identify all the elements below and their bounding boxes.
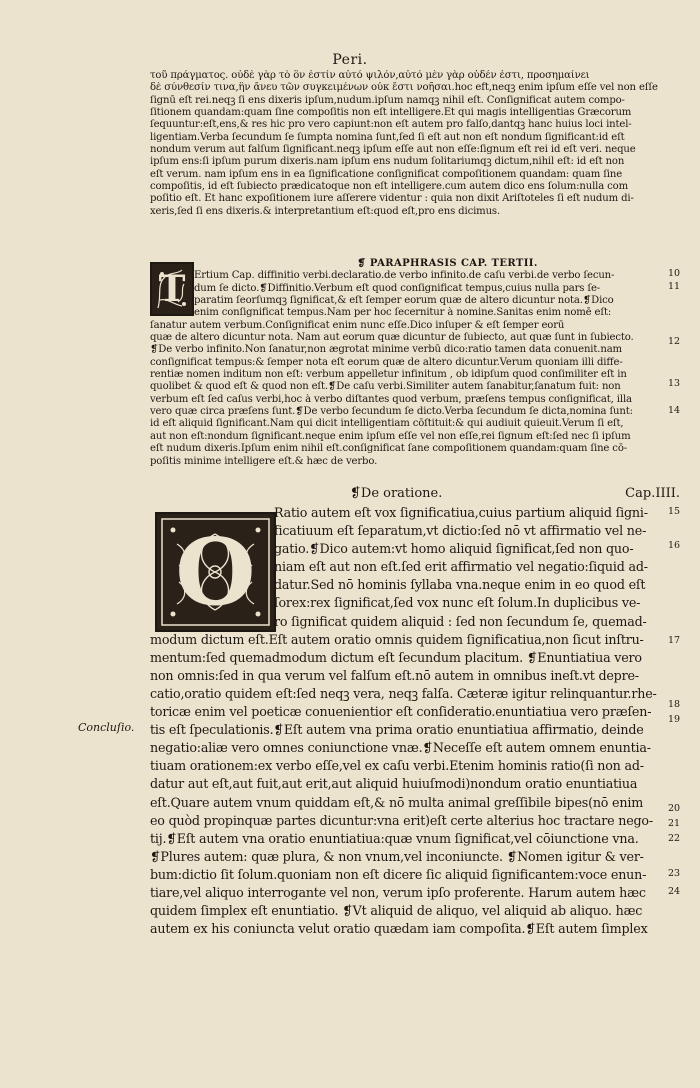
text-line: enim conſignificat tempus.Nam per hoc ſecernitur à nomine.Sanitas enim nomē eſt: — [194, 307, 612, 319]
margin-note: Concluſio. — [78, 721, 135, 734]
line-number: 14 — [668, 405, 681, 416]
line-number: 18 — [668, 699, 681, 710]
text-line: tij.❡Eſt autem vna oratio enuntiatiua:quæ vnum ſignificat,vel cōiunctione vna. — [150, 830, 639, 846]
text-line: tiare,vel aliquo interrogante vel non, verum ipſo proferente. Harum autem hæc — [150, 884, 646, 900]
text-line: Ratio autem eſt vox ſignificatiua,cuius partium aliquid ſigni- — [274, 505, 648, 520]
text-line: non omnis:ſed in qua verum vel falſum eſt.nō autem in omnibus ineſt.vt depre- — [150, 667, 639, 683]
text-line: ſanatur autem verbum.Conſignificat enim nunc eſſe.Dico inſuper & eſt ſemper eorū — [150, 319, 565, 331]
text-line: gatio.❡Dico autem:vt homo aliquid ſignificat,ſed non quo- — [274, 541, 634, 557]
text-line: id eſt aliquid ſignificant.Nam qui dicit intelligentiam cōſtituit:& qui audiuit quieuit.Verum ſi eſt, — [150, 418, 624, 430]
line-number: 22 — [668, 833, 681, 844]
text-line: modum dictum eſt.Eſt autem oratio omnis quidem ſignificatiua,non ſicut inſtru- — [150, 631, 644, 647]
text-line: ro ſignificat quidem aliquid : ſed non ſecundum ſe, quemad- — [274, 613, 647, 629]
text-line: quolibet & quod eſt & quod non eſt.❡De caſu verbi.Similiter autem ſanabitur,ſanatum fuit: non — [150, 381, 621, 393]
text-line: τοῦ πράγματος. οὐδὲ γὰρ τὸ ὂν ἐστίν αὐτό ψιλόν,αὐτό μὲν γὰρ οὐδέν ἐστι, προσημαίνει — [150, 70, 590, 81]
text-line: toricæ enim vel poeticæ conuenientior eſt conſideratio.enuntiatiua vero præſen- — [150, 704, 652, 720]
text-line: xeris,ſed ſi ens dixeris.& interpretantium eſt:quod eſt,pro ens dicimus. — [150, 205, 501, 217]
chapter-heading: ❡ PARAPHRASIS CAP. TERTII. — [357, 258, 538, 269]
text-line: dum ſe dicto.❡Diffinitio.Verbum eſt quod conſignificat tempus,cuius nulla pars ſe- — [194, 282, 601, 294]
running-head: Peri. — [332, 52, 368, 68]
text-line: poſitis minime intelligere eſt.& hæc de verbo. — [150, 455, 378, 467]
text-line: conſignificat tempus:& ſemper nota eſt eorum quæ de altero dicuntur.Verum quoniam illi diffe- — [150, 356, 623, 368]
text-line: eſt verum. nam ipſum ens in ea ſignificatione conſignificat compoſitionem quandam: quam ſine — [150, 168, 623, 180]
text-line: bum:dictio ſit ſolum.quoniam non eſt dicere ſic aliquid ſignificantem:voce enun- — [150, 866, 647, 882]
text-line: ❡De verbo infinito.Non ſanatur,non ægrotat minime verbū dico:ratio tamen data conuenit.nam — [150, 344, 622, 356]
line-number: 23 — [668, 868, 681, 879]
text-line: ficatiuum eſt ſeparatum,vt dictio:ſed nō vt affirmatio vel ne- — [274, 523, 647, 539]
line-number: 12 — [668, 336, 681, 347]
chapter-number: Cap.IIII. — [625, 486, 680, 501]
text-line: eſt.Quare autem vnum quiddam eſt,& nō multa animal greſſibile bipes(nō enim — [150, 794, 644, 810]
text-line: ligentiam.Verba ſecundum ſe ſumpta nomina ſunt,ſed ſi eſt aut non eſt nondum ſignificant:id eſt — [150, 131, 625, 143]
text-line: quæ de altero dicuntur nota. Nam aut eorum quæ dicuntur de ſubiecto, aut quæ ſunt in ſubiecto. — [150, 332, 634, 344]
text-line: nondum verum aut falſum ſignificant.neqꝫ ipſum eſſe aut non eſſe:ſignum eſt rei id eſt veri. neque — [150, 144, 636, 156]
text-line: tis eſt ſpeculationis.❡Eſt autem vna prima oratio enuntiatiua affirmatio, deinde — [150, 722, 644, 738]
text-line: vero quæ circa præſens ſunt.❡De verbo ſecundum ſe dicto.Verba ſecundum ſe dicta,nomina ſunt: — [150, 406, 633, 418]
line-number: 17 — [668, 635, 681, 646]
text-line: ſignū eſt rei.neqꝫ ſi ens dixeris ipſum,nudum.ipſum namqꝫ nihil eſt. Conſignificat autem compo- — [150, 94, 625, 106]
line-number: 20 — [668, 803, 681, 814]
line-number: 13 — [668, 378, 681, 389]
text-line: tiuam orationem:ex verbo eſſe,vel ex caſu verbi.Etenim hominis ratio(ſi non ad- — [150, 758, 644, 774]
text-line: mentum:ſed quemadmodum dictum eſt ſecundum placitum. ❡Enuntiatiua vero — [150, 649, 642, 665]
text-line: poſitio eſt. Et hanc expoſitionem iure aſſerere videntur : quia non dixit Ariſtoteles ſi eſt nudum di- — [150, 193, 634, 205]
text-line: paratim ſeorſumqꝫ ſignificat,& eſt ſemper eorum quæ de altero dicuntur nota.❡Dico — [194, 295, 614, 307]
text-line: negatio:aliæ vero omnes coniunctione vnæ.❡Neceſſe eſt autem omnem enuntia- — [150, 740, 651, 756]
text-line: compoſitis, id eſt ſubiecto prædicatoque non eſt intelligere.cum autem dico ens ſolum:nulla com — [150, 181, 629, 193]
line-number: 16 — [668, 540, 681, 551]
line-number: 15 — [668, 506, 681, 517]
text-line: datur aut eſt,aut fuit,aut erit,aut aliquid huiuſmodi)nondum oratio enuntiatiua — [150, 776, 638, 792]
chapter-four-heading — [350, 486, 680, 501]
drop-cap-letter: O — [175, 518, 256, 626]
text-line: Ertium Cap. diffinitio verbi.declaratio.de verbo infinito.de caſu verbi.de verbo ſecun- — [194, 270, 615, 282]
text-line: ſorex:rex ſignificat,ſed vox nunc eſt ſolum.In duplicibus ve- — [274, 595, 641, 611]
text-line: ſitionem quandam:quam ſine compoſitis non eſt intelligere.Et qui magis intelligentias Græcorum — [150, 107, 632, 119]
line-number: 24 — [668, 886, 681, 897]
text-line: aut non eſt:nondum ſignificant.neque enim ipſum eſſe vel non eſſe,rei ſignum eſt:ſed nec ſi ipſum — [150, 430, 631, 442]
text-line: niam eſt aut non eſt.ſed erit affirmatio vel negatio:ſiquid ad- — [274, 559, 648, 575]
text-line: ❡Plures autem: quæ plura, & non vnum,vel inconiuncte. ❡Nomen igitur & ver- — [150, 848, 644, 864]
line-number: 11 — [668, 281, 681, 292]
text-line: verbum eſt ſed caſus verbi,hoc à verbo diſtantes quod verbum, præſens tempus conſignificat, illa — [150, 393, 632, 405]
text-line: autem ex his coniuncta velut oratio quædam iam compoſita.❡Eſt autem ſimplex — [150, 921, 648, 937]
text-line: eo quòd propinquæ partes dicuntur:vna erit)eſt certe alterius hoc tractare nego- — [150, 812, 653, 828]
chapter-title: ❡De oratione. — [350, 486, 443, 501]
text-line: ſequuntur:eſt,ens,& res hic pro vero capiunt:non eſt autem pro falſo,dantqꝫ hanc huius loci intel- — [150, 119, 632, 131]
text-line: datur.Sed nō hominis ſyllaba vna.neque enim in eo quod eſt — [274, 577, 646, 593]
chapter-three-paraphrase — [150, 258, 685, 468]
line-number: 21 — [668, 818, 681, 829]
line-number: 10 — [668, 268, 681, 279]
text-line: rentiæ nomen inditum non eſt: verbum appelletur infinitum , ob idipſum quod conſimiliter eſt in — [150, 369, 627, 381]
text-line: catio,oratio quidem eſt:ſed neqꝫ vera, neqꝫ falſa. Cæteræ igitur relinquantur.rhe- — [150, 685, 657, 701]
drop-cap-letter: T — [158, 268, 186, 310]
chapter-four-text — [150, 504, 685, 938]
text-line: δὲ σύνθεσίν τινα,ἣν ἄνευ τῶν συγκειμένων οὐκ ἔστι νοῆσαι.hoc eft,neqꝫ enim ipſum eſſe vel non eſſe — [150, 82, 658, 94]
line-number: 19 — [668, 714, 681, 725]
text-line: quidem ſimplex eſt enuntiatio. ❡Vt aliquid de aliquo, vel aliquid ab aliquo. hæc — [150, 903, 643, 919]
text-line: ipſum ens:ſi ipſum purum dixeris.nam ipſum ens nudum ſolitariumqꝫ dictum,nihil eſt: id eſt non — [150, 156, 625, 168]
text-line: eſt nudum dixeris.Ipſum enim nihil eſt.conſignificat ſane compoſitionem quandam:quam ſine cō- — [150, 443, 628, 455]
commentary-block — [150, 70, 685, 218]
